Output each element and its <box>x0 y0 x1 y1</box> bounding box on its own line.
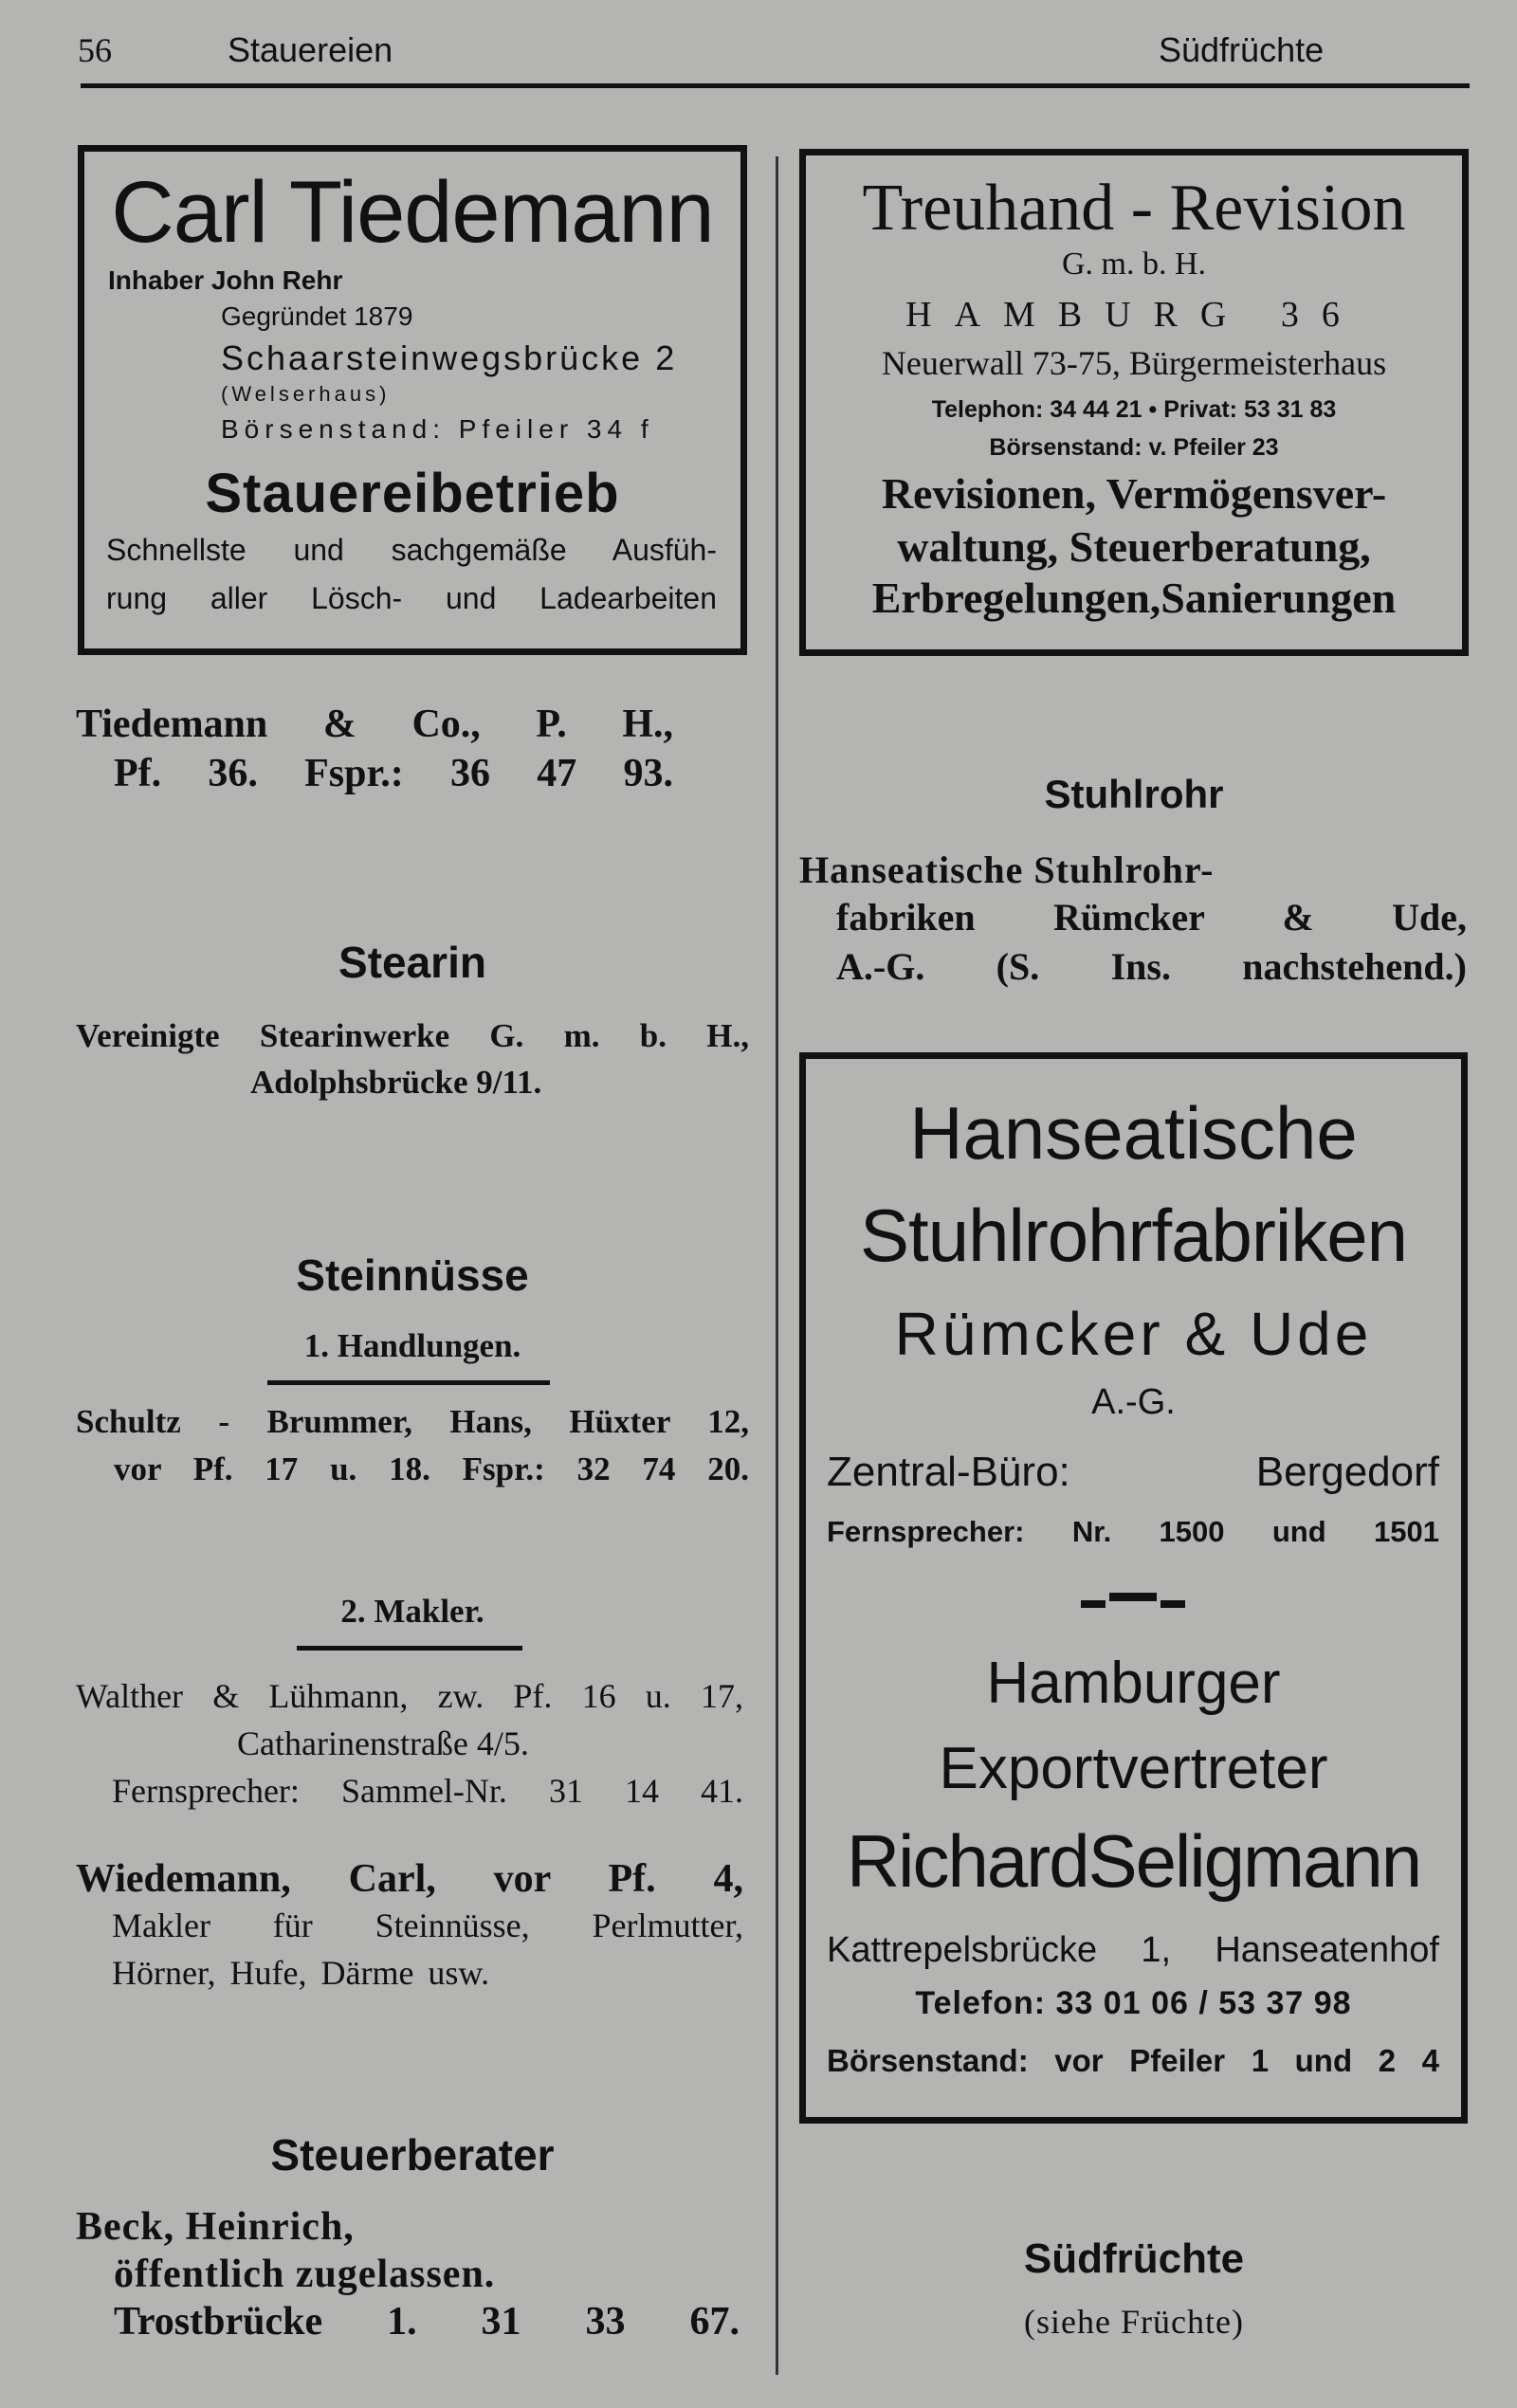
ad-hanseatische-phone: Fernsprecher: Nr. 1500 und 1501 <box>827 1515 1439 1548</box>
ad-hanseatische-office: Zentral-Büro: Bergedorf <box>827 1449 1439 1495</box>
ad-treuhand-city: HAMBURG 36 <box>905 295 1362 335</box>
ad-tiedemann-desc-1: Schnellste und sachgemäße Ausfüh- <box>106 533 717 567</box>
subheading-makler: 2. Makler. <box>340 1593 484 1630</box>
ad-hanseatische-line4: A.-G. <box>1091 1382 1176 1422</box>
ad-hanseatische-telefon: Telefon: 33 01 06 / 53 37 98 <box>915 1985 1352 2021</box>
ad-hanseatische-line1: Hanseatische <box>909 1091 1358 1175</box>
suedfruechte-ref: (siehe Früchte) <box>1024 2303 1244 2341</box>
beck-line2: öffentlich zugelassen. <box>114 2253 496 2296</box>
wiedemann-line3: Hörner, Hufe, Därme usw. <box>112 1954 490 1992</box>
ad-treuhand-exchange: Börsenstand: v. Pfeiler 23 <box>989 434 1279 461</box>
wiedemann-line1: Wiedemann, Carl, vor Pf. 4, <box>76 1857 743 1901</box>
ad-separator-center <box>1109 1593 1157 1601</box>
header-rule <box>81 83 1470 88</box>
stearin-line2: Adolphsbrücke 9/11. <box>250 1064 542 1101</box>
heading-stearin: Stearin <box>338 938 486 987</box>
ad-tiedemann-founded: Gegründet 1879 <box>221 301 413 331</box>
ad-tiedemann-owner: Inhaber John Rehr <box>108 265 343 295</box>
schultz-line2: vor Pf. 17 u. 18. Fspr.: 32 74 20. <box>114 1450 749 1487</box>
stuhlrohr-line1: Hanseatische Stuhlrohr- <box>799 848 1215 891</box>
page-number: 56 <box>78 31 112 69</box>
ad-hanseatische-sub1: Hamburger <box>986 1651 1281 1716</box>
entry-tiedemann-co-line2: Pf. 36. Fspr.: 36 47 93. <box>114 752 673 795</box>
heading-stuhlrohr: Stuhlrohr <box>1044 772 1224 816</box>
ad-hanseatische-sub2: Exportvertreter <box>939 1736 1328 1801</box>
ad-treuhand-form: G. m. b. H. <box>1061 246 1207 282</box>
ad-treuhand-name: Treuhand - Revision <box>862 172 1406 245</box>
ad-treuhand-services-1: Revisionen, Vermögensver- <box>881 469 1387 518</box>
walther-line3: Fernsprecher: Sammel-Nr. 31 14 41. <box>112 1772 743 1810</box>
ad-hanseatische-line2: Stuhlrohrfabriken <box>860 1194 1407 1277</box>
stuhlrohr-line2: fabriken Rümcker & Ude, <box>836 896 1467 939</box>
beck-line3: Trostbrücke 1. 31 33 67. <box>114 2300 740 2344</box>
walther-line2: Catharinenstraße 4/5. <box>237 1724 529 1762</box>
beck-line1: Beck, Heinrich, <box>76 2205 355 2249</box>
stearin-line1: Vereinigte Stearinwerke G. m. b. H., <box>76 1017 749 1054</box>
ad-tiedemann-name: Carl Tiedemann <box>111 164 714 261</box>
ad-treuhand-phone: Telephon: 34 44 21 • Privat: 53 31 83 <box>931 396 1337 423</box>
ad-treuhand-services-2: waltung, Steuerberatung, <box>897 522 1371 571</box>
schultz-line1: Schultz - Brummer, Hans, Hüxter 12, <box>76 1403 749 1440</box>
stuhlrohr-line3: A.-G. (S. Ins. nachstehend.) <box>836 945 1467 988</box>
heading-steinnuesse: Steinnüsse <box>296 1250 529 1300</box>
ad-tiedemann-address: Schaarsteinwegsbrücke 2 <box>221 338 678 377</box>
subheading-handlungen-rule <box>267 1380 550 1385</box>
ad-separator-left <box>1081 1600 1106 1608</box>
ad-hanseatische-exchange: Börsenstand: vor Pfeiler 1 und 2 4 <box>827 2043 1439 2078</box>
entry-tiedemann-co-line1: Tiedemann & Co., P. H., <box>76 702 673 746</box>
ad-tiedemann-building: (Welserhaus) <box>221 382 391 406</box>
running-title-right: Südfrüchte <box>1159 30 1325 69</box>
subheading-makler-rule <box>297 1646 522 1651</box>
ad-tiedemann-exchange: Börsenstand: Pfeiler 34 f <box>221 414 654 444</box>
heading-suedfruechte: Südfrüchte <box>1023 2235 1245 2282</box>
column-divider <box>776 156 778 2375</box>
ad-hanseatische-line3: Rümcker & Ude <box>894 1300 1373 1368</box>
ad-tiedemann-business: Stauereibetrieb <box>205 463 620 524</box>
subheading-handlungen: 1. Handlungen. <box>303 1327 521 1364</box>
ad-separator-right <box>1161 1600 1185 1608</box>
wiedemann-line2: Makler für Steinnüsse, Perlmutter, <box>112 1906 743 1944</box>
ad-treuhand-address: Neuerwall 73-75, Bürgermeisterhaus <box>881 344 1387 382</box>
walther-line1: Walther & Lühmann, zw. Pf. 16 u. 17, <box>76 1677 743 1715</box>
ad-tiedemann-desc-2: rung aller Lösch- und Ladearbeiten <box>106 581 717 615</box>
heading-steuerberater: Steuerberater <box>270 2130 555 2180</box>
ad-treuhand-services-3: Erbregelungen,Sanierungen <box>871 574 1397 622</box>
ad-hanseatische-address: Kattrepelsbrücke 1, Hanseatenhof <box>827 1930 1439 1970</box>
ad-hanseatische-sub3: RichardSeligmann <box>846 1819 1421 1903</box>
running-title-left: Stauereien <box>228 30 393 69</box>
